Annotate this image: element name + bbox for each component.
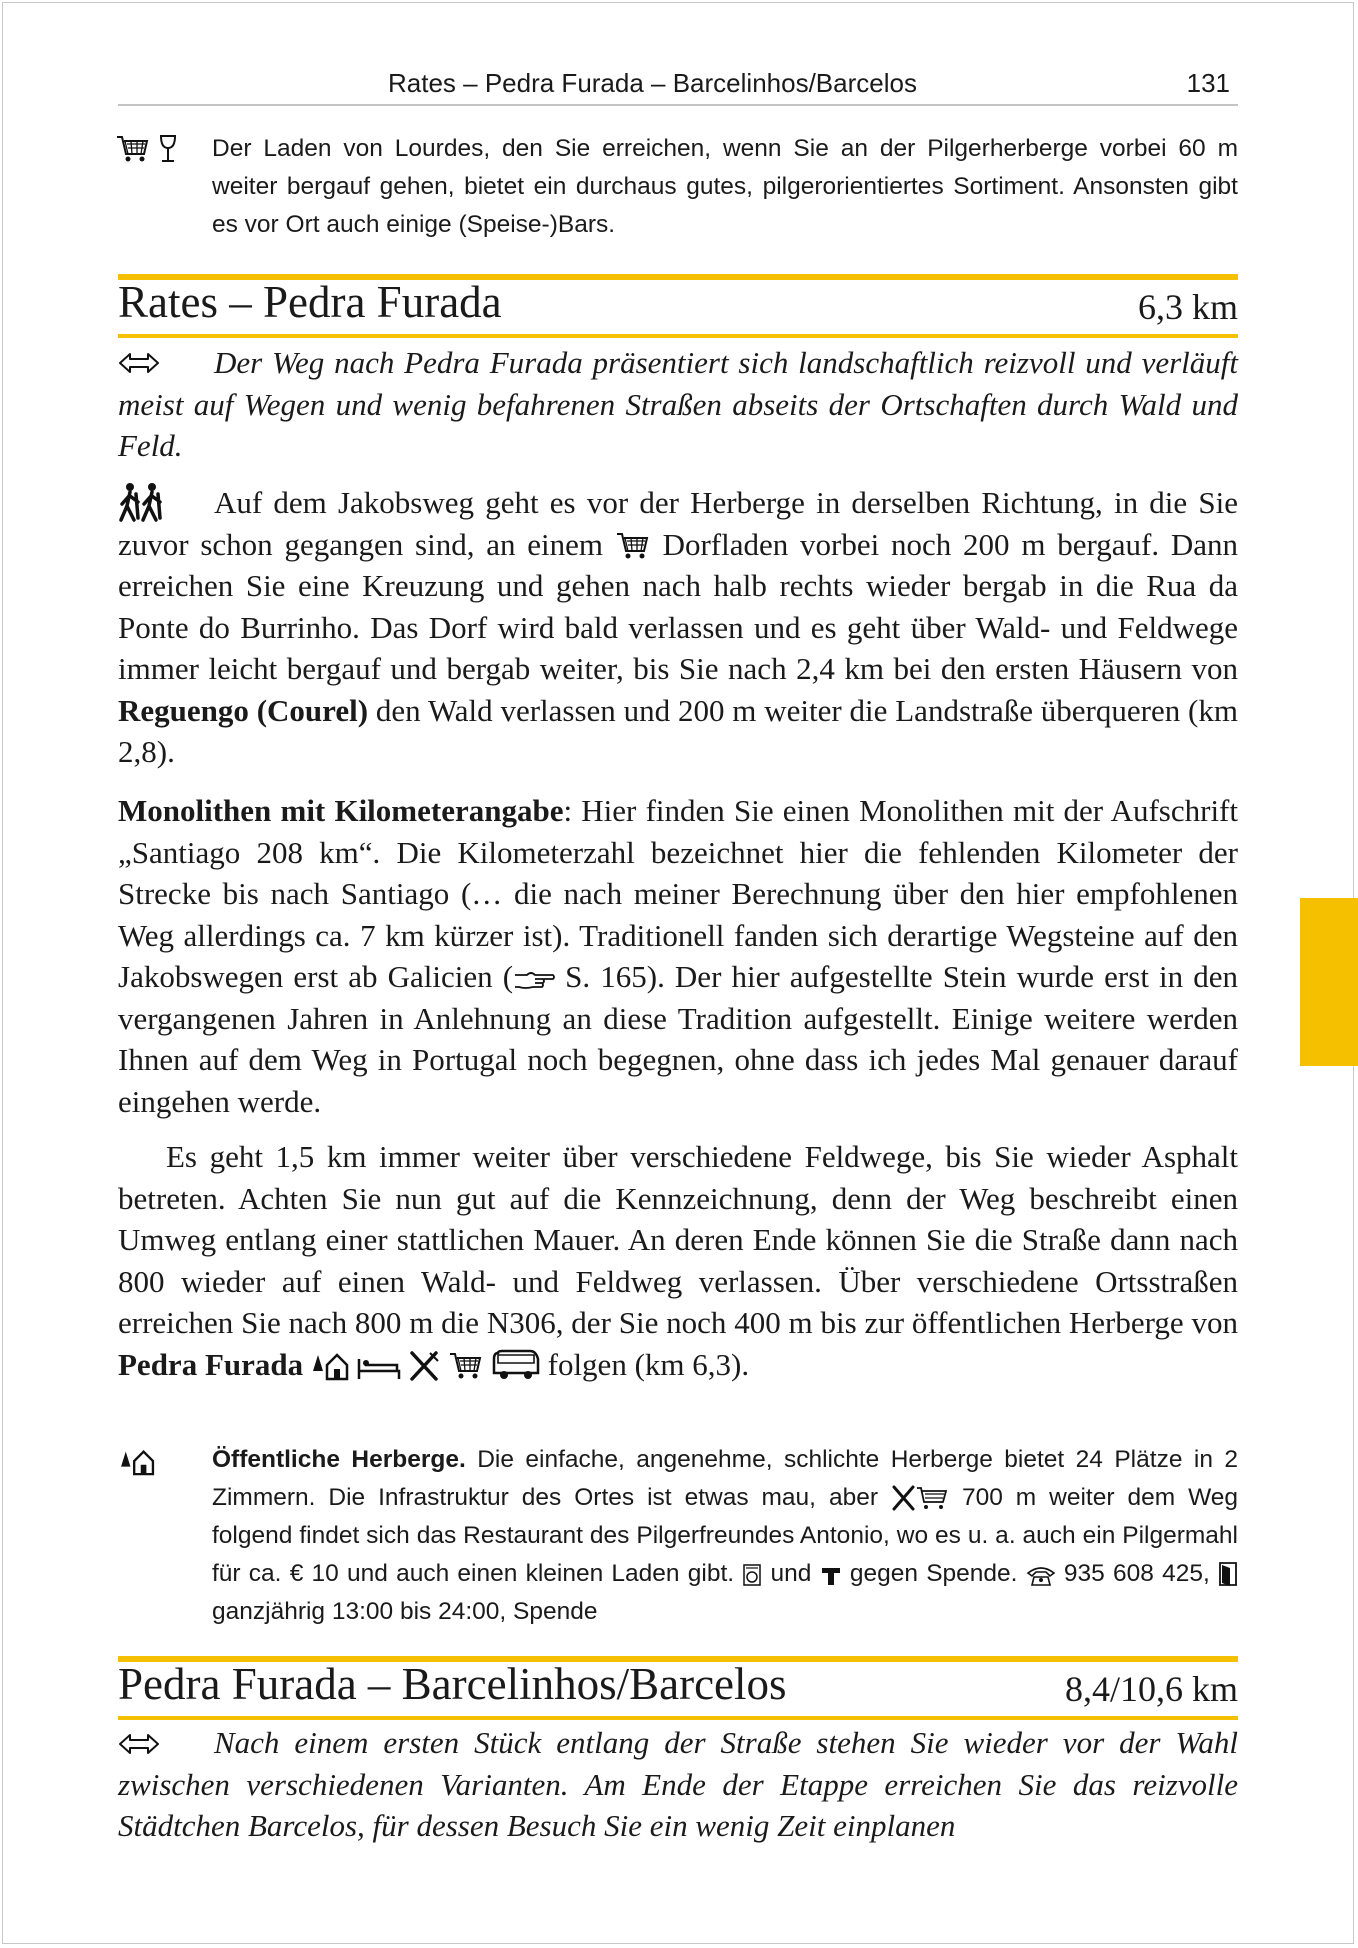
- place-pedra-furada: Pedra Furada: [118, 1346, 304, 1382]
- running-header: [118, 68, 1238, 106]
- p3-text-a: Es geht 1,5 km immer weiter über verschiedene Feldwege, bis Sie wieder Asphalt betreten. Achten Sie nun gut auf die Kennzeichnung, denn der Weg beschreibt einen Umweg entlang einer stattlichen Mauer. An deren Ende können Sie die Straße dann nach 800 wieder auf einen Wald- und Feldweg verlassen. Über verschiedene Ortsstraßen erreichen Sie nach 800 m die N306, der Sie noch 400 m bis zur öffentlichen Herberge von: [118, 1139, 1238, 1340]
- hostel-note-title: Öffentliche Herberge.: [212, 1446, 466, 1473]
- chapter-thumb-tab: [1300, 898, 1358, 1066]
- page-number: 131: [1186, 68, 1230, 98]
- p1-text-b: Dorfladen vorbei noch 200 m bergauf. Dann erreichen Sie eine Kreuzung und gehen nach halb rechts wieder bergab in die Rua da Ponte do Burrinho. Das Dorf wird bald verlassen und es geht über Wald- und Feldwege immer leicht bergauf und bergab weiter, bis Sie nach 2,4 km bei den ersten Häusern von: [118, 526, 1238, 686]
- washing-machine-icon: [742, 1563, 762, 1587]
- section-distance: 6,3 km: [1137, 287, 1238, 327]
- shop-note-icons: [116, 134, 178, 164]
- restaurant-shop-icon: [891, 1485, 949, 1511]
- p1-text-a: Auf dem Jakobsweg geht es vor der Herberge in derselben Richtung, in die Sie zuvor schon gegangen sind, an einem: [118, 485, 1238, 562]
- dryer-t-icon: [820, 1565, 842, 1587]
- p1-text-c: den Wald verlassen und 200 m weiter die Landstraße überqueren (km 2,8).: [118, 692, 1238, 769]
- p3-text-b: folgen (km 6,3).: [547, 1346, 750, 1382]
- p2-text-b: S. 165). Der hier aufgestellte Stein wurde erst in den vergangenen Jahren in Anlehnung an diese Tradition aufgestellt. Einige weitere werden Ihnen auf dem Weg in Portugal noch begegnen, ohne dass ich jedes Mal genauer darauf eingehen werde.: [118, 959, 1239, 1119]
- shop-note-text: Der Laden von Lourdes, den Sie erreichen, wenn Sie an der Pilgerherberge vorbei 60 m weiter bergauf gehen, bietet ein durchaus gutes, pilgerorientiertes Sortiment. Ansonsten gibt es vor Ort auch einige (Speise-)Bars.: [212, 135, 1238, 238]
- section1-paragraph-3: [118, 1136, 1238, 1385]
- hostel-note-icon: [118, 1446, 156, 1476]
- running-title: Rates – Pedra Furada – Barcelinhos/Barcelos: [388, 68, 917, 98]
- hostel-note-phone: 935 608 425,: [1063, 1560, 1210, 1587]
- section1-intro: Der Weg nach Pedra Furada präsentiert sich landschaftlich reizvoll und verläuft meist auf Wegen und wenig befahrenen Straßen abseits der Ortschaften durch Wald und Feld.: [118, 345, 1238, 463]
- phone-icon: [1026, 1565, 1056, 1587]
- hostel-note-text-b: 700 m weiter dem Weg folgend findet sich das Restaurant des Pilgerfreundes Antonio, wo es u. a. auch ein Pilgermahl für ca. € 10 und auch einen kleinen Laden gibt.: [212, 1484, 1239, 1587]
- p2-text-a: : Hier finden Sie einen Monolithen mit der Aufschrift „Santiago 208 km“. Die Kilometerzahl bezeichnet hier die fehlenden Kilometer der Strecke bis nach Santiago (… die nach meiner Berechnung über den hier empfohlenen Weg allerdings ca. 7 km kürzer ist). Traditionell fanden sich derartige Wegsteine auf den Jakobswegen erst ab Galicien (: [118, 793, 1238, 994]
- wine-glass-icon: [158, 134, 178, 164]
- shop-cart-icon: [615, 531, 651, 561]
- section-heading-rates-pedra-furada: [118, 274, 1238, 338]
- restaurant-icon: [408, 1351, 440, 1381]
- section-distance-2: 8,4/10,6 km: [1064, 1669, 1238, 1709]
- section1-paragraph-2: [118, 790, 1238, 1122]
- pointing-hand-icon: [513, 969, 555, 993]
- section2-intro: Nach einem ersten Stück entlang der Straße stehen Sie wieder vor der Wahl zwischen verschiedenen Varianten. Am Ende der Etappe erreichen Sie das reizvolle Städtchen Barcelos, für dessen Besuch Sie ein wenig Zeit einplanen: [118, 1725, 1238, 1843]
- hostel-note-text-a: Die einfache, angenehme, schlichte Herberge bietet 24 Plätze in 2 Zimmern. Die Infrastruktur des Ortes ist etwas mau, aber: [212, 1446, 1239, 1511]
- section-title-2: Pedra Furada – Barcelinhos/Barcelos: [118, 1659, 787, 1709]
- hostel-note-text-d: gegen Spende.: [849, 1560, 1018, 1587]
- section-title: Rates – Pedra Furada: [118, 277, 502, 327]
- cart-icon: [116, 134, 150, 164]
- section-heading-pedra-furada-barcelos: [118, 1656, 1238, 1720]
- monolith-heading: Monolithen mit Kilometerangabe: [118, 793, 564, 828]
- hostel-icon: [311, 1349, 349, 1381]
- hostel-note-text-c: und: [770, 1560, 812, 1587]
- bus-icon: [492, 1349, 540, 1381]
- shop-cart-icon-2: [448, 1351, 484, 1381]
- hostel-note-opening: ganzjährig 13:00 bis 24:00, Spende: [212, 1598, 598, 1625]
- door-icon: [1218, 1561, 1238, 1587]
- place-reguengo: Reguengo (Courel): [118, 692, 369, 728]
- bed-icon: [357, 1353, 401, 1381]
- hostel-note: [212, 1441, 1238, 1631]
- section1-paragraph-1: [118, 482, 1238, 773]
